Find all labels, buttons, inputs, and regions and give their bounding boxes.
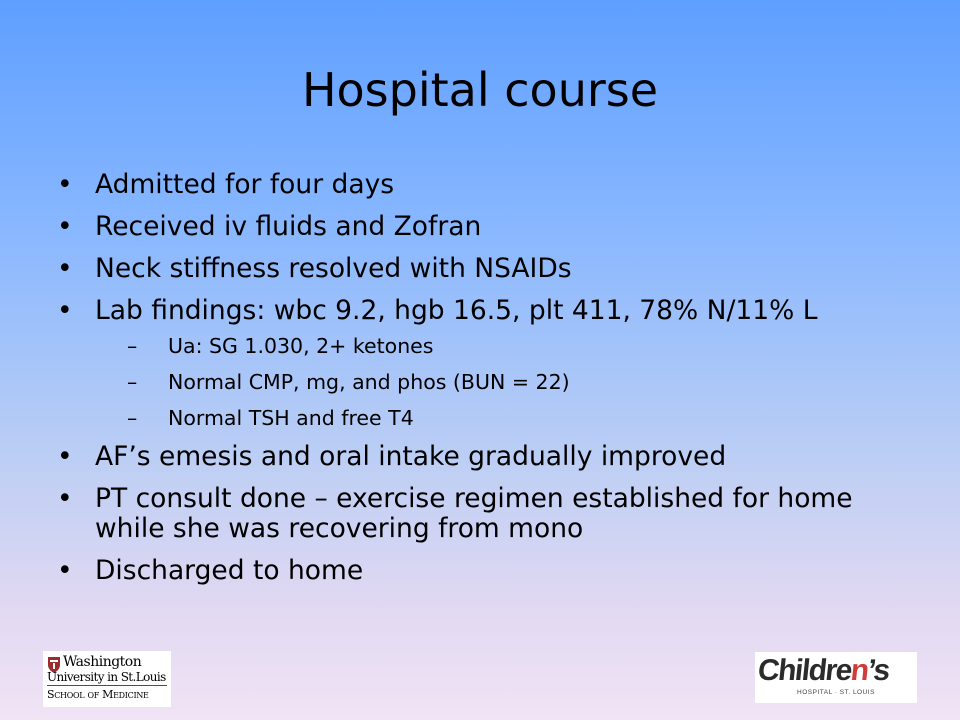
sub-bullet-item — [127, 406, 905, 430]
bullet-item — [55, 212, 905, 242]
sub-bullet-text: Ua: SG 1.030, 2+ ketones — [168, 334, 434, 358]
bullet-text: Received iv fluids and Zofran — [95, 211, 482, 242]
bullet-text: PT consult done – exercise regimen established for home while she was recovering from mono — [95, 483, 853, 544]
sub-bullet-list — [95, 334, 905, 430]
childrens-subtitle: HOSPITAL · ST. LOUIS — [797, 689, 875, 696]
bullet-list — [55, 170, 905, 598]
bullet-item — [55, 254, 905, 284]
bullet-item — [55, 556, 905, 586]
wordmark-highlight: n — [849, 654, 870, 687]
bullet-text: Discharged to home — [95, 555, 364, 586]
bullet-item-lab-findings — [55, 296, 905, 430]
bullet-text: Admitted for four days — [95, 169, 395, 200]
sub-bullet-item — [127, 370, 905, 394]
bullet-dot-icon: • — [57, 441, 73, 472]
bullet-item — [55, 484, 905, 544]
dash-icon: – — [127, 406, 138, 430]
dash-icon: – — [127, 370, 138, 394]
logo-text-line1: Washington — [63, 654, 142, 670]
logo-text-line2: University in St.Louis — [47, 670, 166, 684]
bullet-dot-icon: • — [57, 169, 73, 200]
logo-divider — [47, 685, 167, 686]
bullet-dot-icon: • — [57, 483, 73, 514]
childrens-hospital-logo — [755, 652, 917, 703]
bullet-dot-icon: • — [57, 555, 73, 586]
wordmark-part: ’s — [866, 654, 891, 687]
bullet-text: Lab findings: wbc 9.2, hgb 16.5, plt 411, 78% N/11% L — [95, 295, 818, 326]
washington-university-logo — [43, 651, 171, 707]
bullet-item — [55, 442, 905, 472]
bullet-item — [55, 170, 905, 200]
childrens-wordmark — [756, 652, 891, 690]
bullet-text: AF’s emesis and oral intake gradually improved — [95, 441, 727, 472]
logo-text-line3: School of Medicine — [47, 688, 149, 701]
bullet-text: Neck stiffness resolved with NSAIDs — [95, 253, 572, 284]
dash-icon: – — [127, 334, 138, 358]
bullet-dot-icon: • — [57, 253, 73, 284]
sub-bullet-text: Normal CMP, mg, and phos (BUN = 22) — [168, 370, 570, 394]
bullet-dot-icon: • — [57, 295, 73, 326]
slide-title: Hospital course — [301, 63, 659, 117]
sub-bullet-item — [127, 334, 905, 358]
sub-bullet-text: Normal TSH and free T4 — [168, 406, 414, 430]
wordmark-part: Childre — [756, 654, 853, 687]
bullet-dot-icon: • — [57, 211, 73, 242]
